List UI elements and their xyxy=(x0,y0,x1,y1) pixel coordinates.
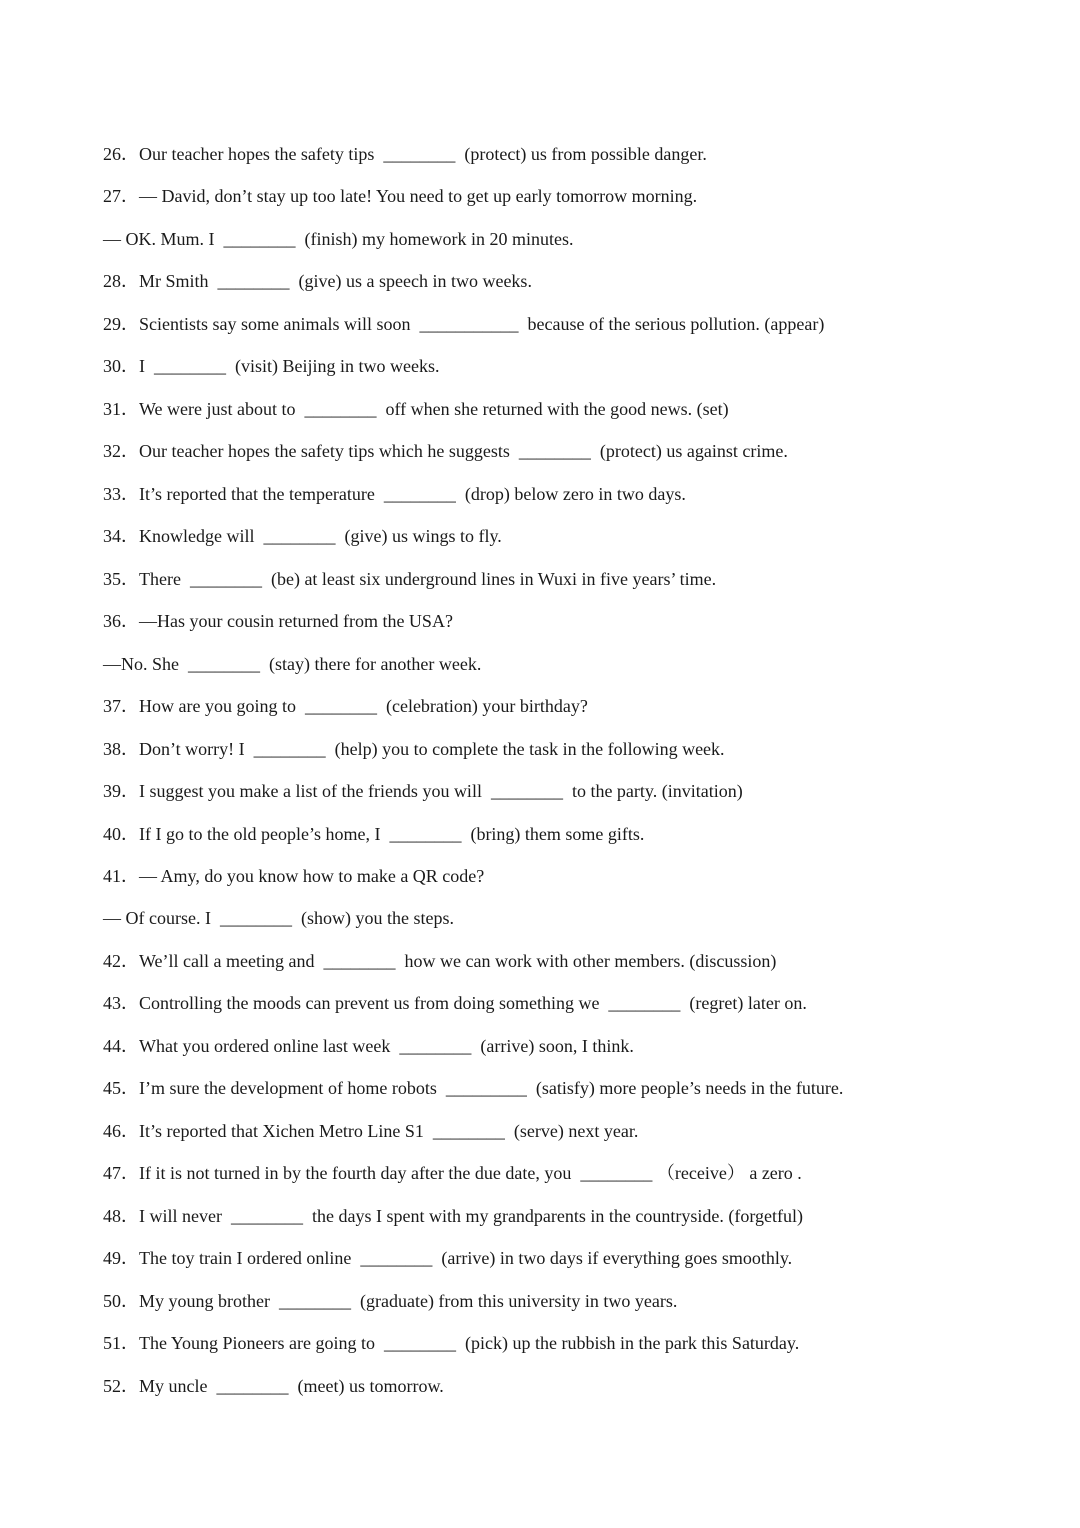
exercise-line-43: 43．Controlling the moods can prevent us from doing something we ________ (regret) later on. xyxy=(103,993,807,1014)
exercise-line-37: 37．How are you going to ________ (celebration) your birthday? xyxy=(103,696,588,717)
exercise-line-45: 45．I’m sure the development of home robots _________ (satisfy) more people’s needs in the future. xyxy=(103,1078,844,1099)
exercise-line-30: 30．I ________ (visit) Beijing in two weeks. xyxy=(103,356,440,377)
exercise-line-36: 36．—Has your cousin returned from the USA? xyxy=(103,611,453,632)
exercise-line-29: 29．Scientists say some animals will soon ___________ because of the serious pollution. (appear) xyxy=(103,313,825,334)
exercise-line-41: 41．— Amy, do you know how to make a QR code? xyxy=(103,865,485,886)
exercise-line-42: 42．We’ll call a meeting and ________ how we can work with other members. (discussion) xyxy=(103,950,777,971)
exercise-line-33: 33．It’s reported that the temperature ________ (drop) below zero in two days. xyxy=(103,483,686,504)
exercise-line-47: 47．If it is not turned in by the fourth day after the due date, you ________ （receive） a zero . xyxy=(103,1163,802,1184)
exercise-line-28: 28．Mr Smith ________ (give) us a speech in two weeks. xyxy=(103,271,532,292)
exercise-line-26: 26．Our teacher hopes the safety tips ________ (protect) us from possible danger. xyxy=(103,144,707,164)
exercise-line-48: 48．I will never ________ the days I spent with my grandparents in the countryside. (forgetful) xyxy=(103,1205,804,1226)
exercise-line-34: 34．Knowledge will ________ (give) us wings to fly. xyxy=(103,526,502,547)
exercise-line-31: 31．We were just about to ________ off when she returned with the good news. (set) xyxy=(103,398,729,419)
exercise-line-32: 32．Our teacher hopes the safety tips which he suggests ________ (protect) us against crime. xyxy=(103,441,788,462)
exercise-list xyxy=(103,133,1063,1407)
exercise-line-51: 51．The Young Pioneers are going to ________ (pick) up the rubbish in the park this Saturday. xyxy=(103,1333,800,1354)
exercise-line-27-reply: — OK. Mum. I ________ (finish) my homework in 20 minutes. xyxy=(103,228,574,249)
exercise-line-50: 50．My young brother ________ (graduate) from this university in two years. xyxy=(103,1290,678,1311)
exercise-line-41-reply: — Of course. I ________ (show) you the steps. xyxy=(103,908,454,929)
exercise-line-46: 46．It’s reported that Xichen Metro Line S1 ________ (serve) next year. xyxy=(103,1120,639,1141)
exercise-line-44: 44．What you ordered online last week ________ (arrive) soon, I think. xyxy=(103,1035,634,1056)
exercise-line-39: 39．I suggest you make a list of the friends you will ________ to the party. (invitation) xyxy=(103,781,743,802)
exercise-line-36-reply: —No. She ________ (stay) there for another week. xyxy=(103,653,482,674)
exercise-line-52: 52．My uncle ________ (meet) us tomorrow. xyxy=(103,1375,444,1396)
exercise-line-27: 27．— David, don’t stay up too late! You need to get up early tomorrow morning. xyxy=(103,186,698,207)
exercise-line-49: 49．The toy train I ordered online ________ (arrive) in two days if everything goes smoothly. xyxy=(103,1248,793,1269)
exercise-line-40: 40．If I go to the old people’s home, I ________ (bring) them some gifts. xyxy=(103,823,645,844)
exercise-line-38: 38．Don’t worry! I ________ (help) you to complete the task in the following week. xyxy=(103,738,725,759)
exercise-line-35: 35．There ________ (be) at least six underground lines in Wuxi in five years’ time. xyxy=(103,568,717,589)
